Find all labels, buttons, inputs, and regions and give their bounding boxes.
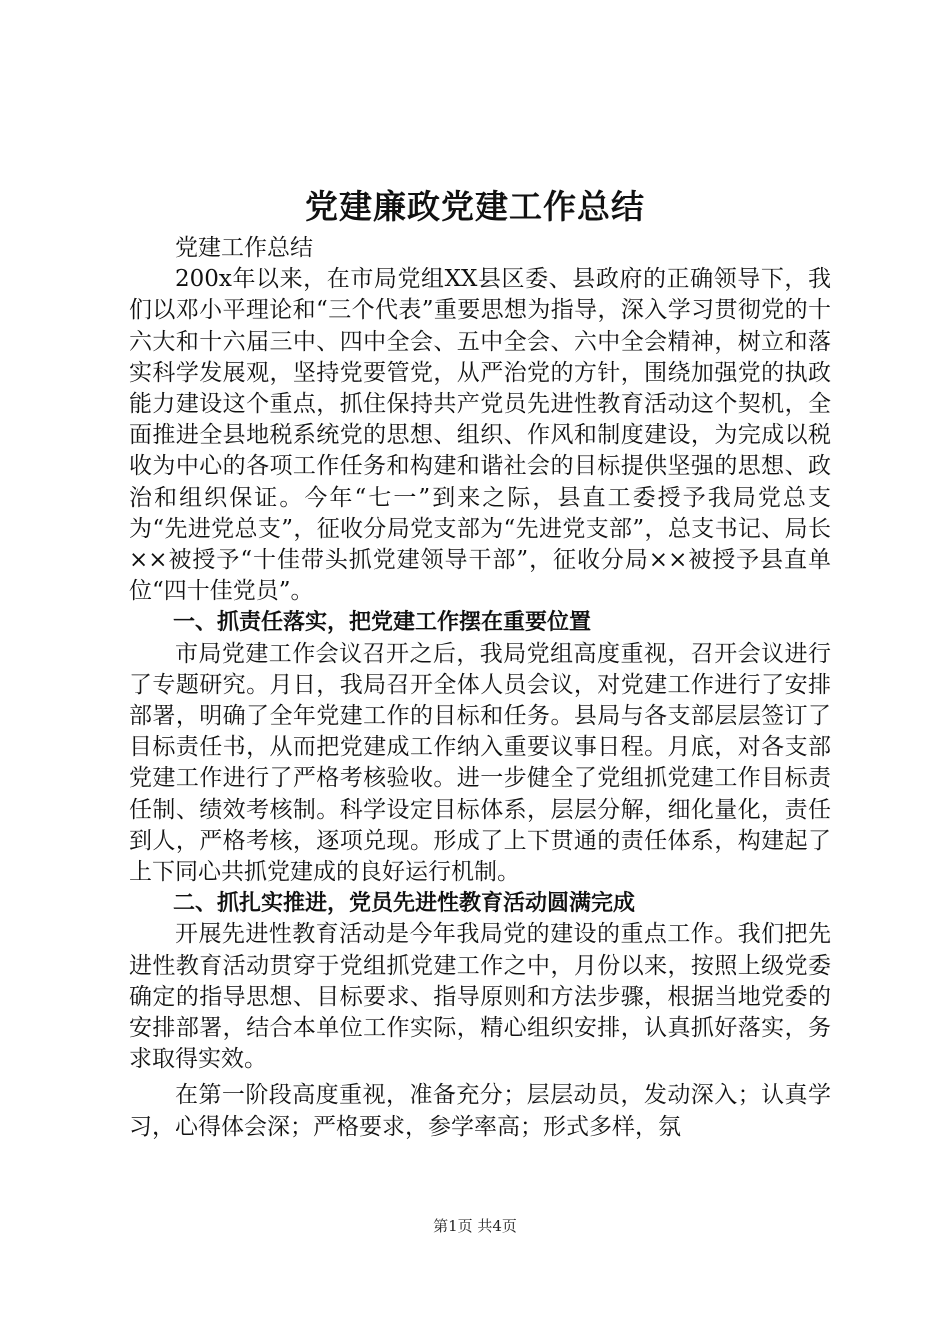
document-body xyxy=(129,233,831,1143)
page-footer: 第1页 共4页 xyxy=(433,1217,517,1235)
document-title: 党建廉政党建工作总结 xyxy=(305,187,645,226)
paragraph-section-2-continued: 在第一阶段高度重视，准备充分；层层动员，发动深入；认真学习，心得体会深；严格要求，参学率高；形式多样，氛 xyxy=(129,1082,831,1140)
paragraph-section-1: 市局党建工作会议召开之后，我局党组高度重视，召开会议进行了专题研究。月日，我局召开全体人员会议，对党建工作进行了安排部署，明确了全年党建工作的目标和任务。县局与各支部层层签订了目标责任书，从而把党建成工作纳入重要议事日程。月底，对各支部党建工作进行了严格考核验收。进一步健全了党组抓党建工作目标责任制、绩效考核制。科学设定目标体系，层层分解，细化量化，责任到人，严格考核，逐项兑现。形成了上下贯通的责任体系，构建起了上下同心共抓党建成的良好运行机制。 xyxy=(129,640,831,886)
section-heading-1: 一、抓责任落实，把党建工作摆在重要位置 xyxy=(173,610,592,636)
section-heading-2: 二、抓扎实推进，党员先进性教育活动圆满完成 xyxy=(173,891,636,917)
paragraph-intro: 200x年以来，在市局党组XX县区委、县政府的正确领导下，我们以邓小平理论和“三个代表”重要思想为指导，深入学习贯彻党的十六大和十六届三中、四中全会、五中全会、六中全会精神，树立和落实科学发展观，坚持党要管党，从严治党的方针，围绕加强党的执政能力建设这个重点，抓住保持共产党员先进性教育活动这个契机，全面推进全县地税系统党的思想、组织、作风和制度建设，为完成以税收为中心的各项工作任务和构建和谐社会的目标提供坚强的思想、政治和组织保证。今年“七一”到来之际，县直工委授予我局党总支为“先进党总支”，征收分局党支部为“先进党支部”，总支书记、局长××被授予“十佳带头抓党建领导干部”，征收分局××被授予县直单位“四十佳党员”。 xyxy=(129,266,831,605)
paragraph-section-2: 开展先进性教育活动是今年我局党的建设的重点工作。我们把先进性教育活动贯穿于党组抓党建工作之中，月份以来，按照上级党委确定的指导思想、目标要求、指导原则和方法步骤，根据当地党委的安排部署，结合本单位工作实际，精心组织安排，认真抓好落实，务求取得实效。 xyxy=(129,921,831,1073)
paragraph-subtitle: 党建工作总结 xyxy=(175,235,313,261)
